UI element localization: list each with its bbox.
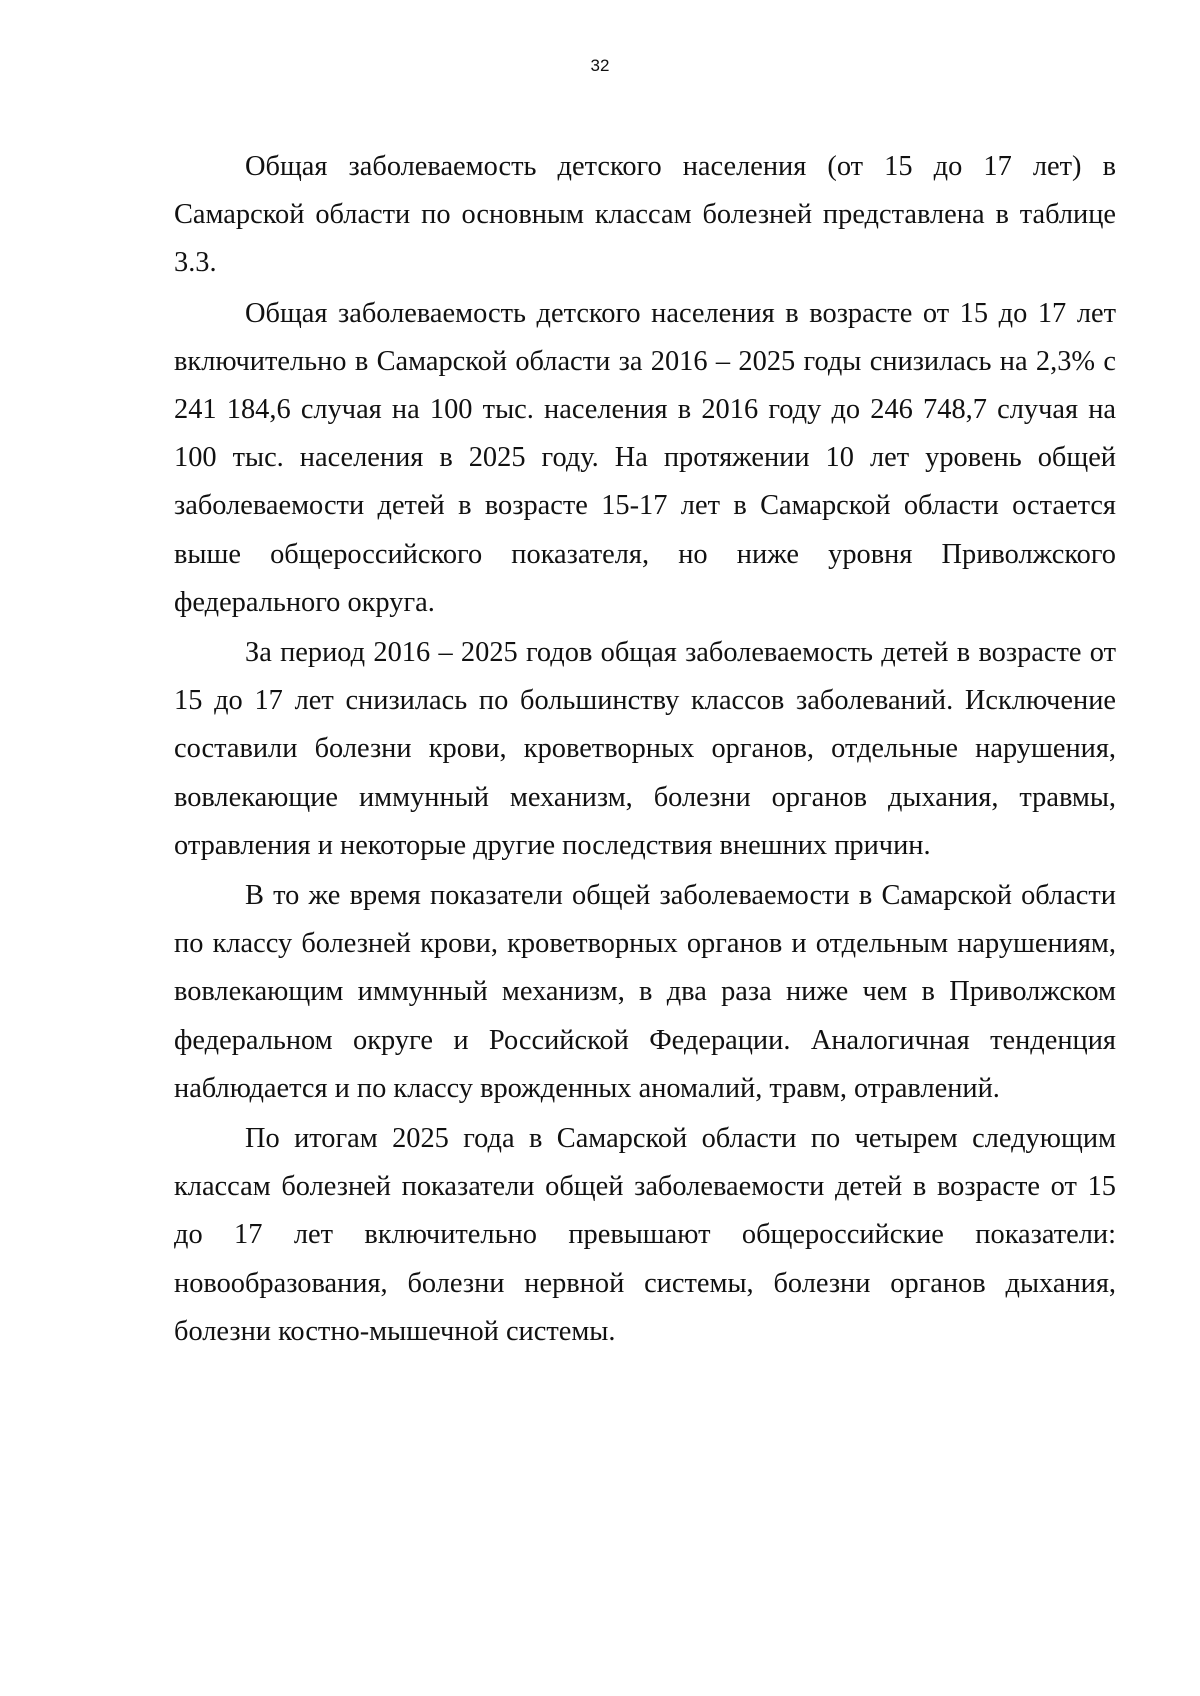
paragraph-disease-classes-decline: За период 2016 – 2025 годов общая заболеваемость детей в возрасте от 15 до 17 лет снизилась по большинству классов заболеваний. Исключение составили болезни крови, кроветворных органов, отдельные нарушения, вовлекающие иммунный механизм, болезни органов дыхания, травмы, отравления и некоторые другие последствия внешних причин. [174, 637, 1116, 861]
paragraph-2025-results: По итогам 2025 года в Самарской области по четырем следующим классам болезней показатели общей заболеваемости детей в возрасте от 15 до 17 лет включительно превышают общероссийские показатели: новообразования, болезни нервной системы, болезни органов дыхания, болезни костно-мышечной системы. [174, 1123, 1116, 1347]
page-number: 32 [590, 56, 610, 75]
paragraph-table-reference: Общая заболеваемость детского населения (от 15 до 17 лет) в Самарской области по основным классам болезней представлена в таблице 3.3. [174, 151, 1116, 279]
paragraph-regional-comparison: В то же время показатели общей заболеваемости в Самарской области по классу болезней крови, кроветворных органов и отдельным нарушениям, вовлекающим иммунный механизм, в два раза ниже чем в Приволжском федеральном округе и Российской Федерации. Аналогичная тенденция наблюдается и по классу врожденных аномалий, травм, отравлений. [174, 880, 1116, 1104]
document-body [174, 143, 1116, 1358]
paragraph-overall-morbidity-trend: Общая заболеваемость детского населения в возрасте от 15 до 17 лет включительно в Самарской области за 2016 – 2025 годы снизилась на 2,3% с 241 184,6 случая на 100 тыс. населения в 2016 году до 246 748,7 случая на 100 тыс. населения в 2025 году. На протяжении 10 лет уровень общей заболеваемости детей в возрасте 15-17 лет в Самарской области остается выше общероссийского показателя, но ниже уровня Приволжского федерального округа. [174, 297, 1116, 618]
